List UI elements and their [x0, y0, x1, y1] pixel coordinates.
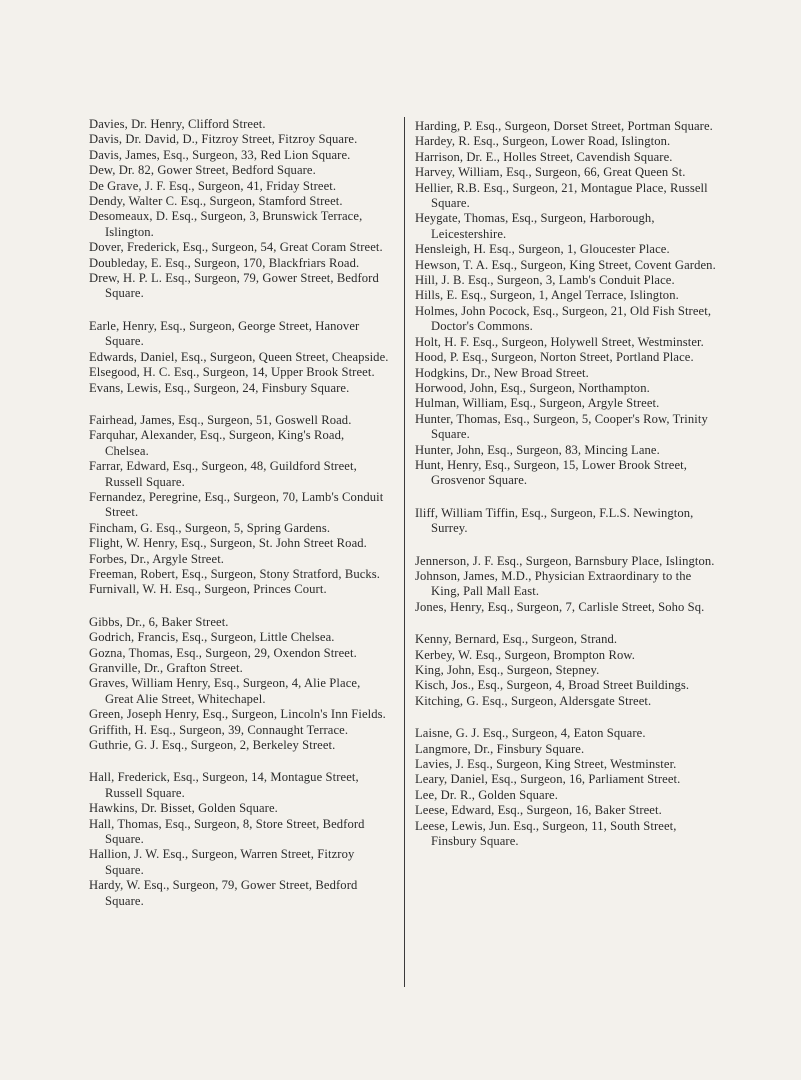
directory-group: [89, 319, 389, 396]
directory-entry: Kerbey, W. Esq., Surgeon, Brompton Row.: [415, 647, 635, 662]
directory-entry: Holmes, John Pocock, Esq., Surgeon, 21, Old Fish Street, Doctor's Commons.: [415, 303, 712, 334]
directory-entry: Hunter, John, Esq., Surgeon, 83, Mincing Lane.: [415, 442, 660, 457]
directory-entry: De Grave, J. F. Esq., Surgeon, 41, Friday Street.: [89, 178, 337, 193]
directory-entry: Godrich, Francis, Esq., Surgeon, Little Chelsea.: [89, 630, 335, 645]
directory-entry: Hawkins, Dr. Bisset, Golden Square.: [89, 801, 278, 816]
directory-entry: Forbes, Dr., Argyle Street.: [89, 551, 225, 566]
directory-entry: Farrar, Edward, Esq., Surgeon, 48, Guildford Street, Russell Square.: [89, 459, 357, 489]
directory-entry: Jones, Henry, Esq., Surgeon, 7, Carlisle Street, Soho Sq.: [415, 599, 705, 614]
directory-entry: Harrison, Dr. E., Holles Street, Cavendish Square.: [415, 149, 673, 164]
directory-entry: Hood, P. Esq., Surgeon, Norton Street, Portland Place.: [415, 350, 694, 365]
directory-entry: Harvey, William, Esq., Surgeon, 66, Great Queen St.: [415, 165, 686, 180]
directory-entry: Horwood, John, Esq., Surgeon, Northampton.: [415, 380, 650, 395]
directory-entry: Hall, Thomas, Esq., Surgeon, 8, Store Street, Bedford Square.: [89, 816, 365, 847]
directory-entry: Hulman, William, Esq., Surgeon, Argyle Street.: [415, 396, 660, 411]
directory-entry: Freeman, Robert, Esq., Surgeon, Stony Stratford, Bucks.: [89, 566, 381, 581]
directory-entry: Dendy, Walter C. Esq., Surgeon, Stamford Street.: [89, 194, 343, 209]
directory-group: [89, 117, 389, 302]
directory-group: [415, 726, 720, 849]
directory-group: [89, 770, 389, 909]
directory-entry: Drew, H. P. L. Esq., Surgeon, 79, Gower Street, Bedford Square.: [89, 271, 379, 301]
directory-entry: Lavies, J. Esq., Surgeon, King Street, Westminster.: [415, 757, 677, 772]
directory-entry: Griffith, H. Esq., Surgeon, 39, Connaught Terrace.: [89, 722, 349, 737]
directory-entry: Fernandez, Peregrine, Esq., Surgeon, 70, Lamb's Conduit Street.: [89, 489, 384, 520]
directory-entry: Hewson, T. A. Esq., Surgeon, King Street, Covent Garden.: [415, 257, 716, 272]
directory-entry: Iliff, William Tiffin, Esq., Surgeon, F.L.S. Newington, Surrey.: [415, 505, 694, 536]
directory-entry: Furnivall, W. H. Esq., Surgeon, Princes Court.: [89, 582, 327, 597]
directory-entry: Gibbs, Dr., 6, Baker Street.: [89, 614, 229, 629]
directory-group: [415, 632, 720, 709]
directory-entry: Leary, Daniel, Esq., Surgeon, 16, Parliament Street.: [415, 772, 681, 787]
directory-group: [415, 506, 720, 537]
directory-entry: Graves, William Henry, Esq., Surgeon, 4, Alie Place, Great Alie Street, Whitechapel.: [89, 676, 361, 706]
directory-entry: Hardy, W. Esq., Surgeon, 79, Gower Street, Bedford Square.: [89, 878, 358, 908]
directory-entry: Dover, Frederick, Esq., Surgeon, 54, Great Coram Street.: [89, 240, 383, 255]
directory-entry: Kenny, Bernard, Esq., Surgeon, Strand.: [415, 632, 618, 647]
directory-entry: Hodgkins, Dr., New Broad Street.: [415, 365, 589, 380]
directory-entry: Davis, Dr. David, D., Fitzroy Street, Fitzroy Square.: [89, 132, 358, 147]
directory-entry: Flight, W. Henry, Esq., Surgeon, St. John Street Road.: [89, 536, 367, 551]
directory-entry: Doubleday, E. Esq., Surgeon, 170, Blackfriars Road.: [89, 255, 360, 270]
directory-entry: Desomeaux, D. Esq., Surgeon, 3, Brunswick Terrace, Islington.: [89, 209, 363, 239]
directory-entry: Hills, E. Esq., Surgeon, 1, Angel Terrace, Islington.: [415, 288, 679, 303]
directory-entry: Hunt, Henry, Esq., Surgeon, 15, Lower Brook Street, Grosvenor Square.: [415, 457, 687, 488]
directory-entry: Farquhar, Alexander, Esq., Surgeon, King's Road, Chelsea.: [89, 428, 345, 458]
directory-entry: Kisch, Jos., Esq., Surgeon, 4, Broad Street Buildings.: [415, 678, 690, 693]
directory-entry: Holt, H. F. Esq., Surgeon, Holywell Street, Westminster.: [415, 334, 704, 349]
directory-entry: Hallion, J. W. Esq., Surgeon, Warren Street, Fitzroy Square.: [89, 847, 355, 877]
directory-entry: Lee, Dr. R., Golden Square.: [415, 787, 558, 802]
directory-entry: Leese, Edward, Esq., Surgeon, 16, Baker Street.: [415, 803, 662, 818]
directory-entry: Davis, James, Esq., Surgeon, 33, Red Lion Square.: [89, 147, 351, 162]
directory-entry: Harding, P. Esq., Surgeon, Dorset Street, Portman Square.: [415, 119, 713, 133]
directory-entry: Elsegood, H. C. Esq., Surgeon, 14, Upper Brook Street.: [89, 365, 375, 380]
directory-group: [89, 413, 389, 598]
directory-entry: Laisne, G. J. Esq., Surgeon, 4, Eaton Square.: [415, 726, 646, 741]
directory-entry: Hunter, Thomas, Esq., Surgeon, 5, Cooper's Row, Trinity Square.: [415, 411, 708, 442]
directory-group: [415, 119, 720, 489]
directory-entry: Davies, Dr. Henry, Clifford Street.: [89, 117, 266, 131]
left-column: [89, 117, 389, 926]
directory-entry: Earle, Henry, Esq., Surgeon, George Street, Hanover Square.: [89, 318, 360, 349]
directory-entry: Langmore, Dr., Finsbury Square.: [415, 741, 585, 756]
directory-entry: Kitching, G. Esq., Surgeon, Aldersgate Street.: [415, 693, 652, 708]
directory-entry: Gozna, Thomas, Esq., Surgeon, 29, Oxendon Street.: [89, 645, 357, 660]
directory-entry: Hardey, R. Esq., Surgeon, Lower Road, Islington.: [415, 134, 671, 149]
directory-entry: Johnson, James, M.D., Physician Extraordinary to the King, Pall Mall East.: [415, 568, 692, 599]
directory-entry: Dew, Dr. 82, Gower Street, Bedford Square.: [89, 163, 316, 178]
directory-entry: King, John, Esq., Surgeon, Stepney.: [415, 663, 600, 677]
right-column: [404, 117, 720, 987]
directory-group: [89, 615, 389, 754]
directory-group: [415, 554, 720, 616]
directory-entry: Green, Joseph Henry, Esq., Surgeon, Lincoln's Inn Fields.: [89, 707, 386, 722]
directory-entry: Hall, Frederick, Esq., Surgeon, 14, Montague Street, Russell Square.: [89, 770, 359, 800]
directory-entry: Fincham, G. Esq., Surgeon, 5, Spring Gardens.: [89, 520, 331, 535]
directory-entry: Guthrie, G. J. Esq., Surgeon, 2, Berkeley Street.: [89, 738, 336, 753]
directory-entry: Hellier, R.B. Esq., Surgeon, 21, Montague Place, Russell Square.: [415, 180, 708, 211]
directory-entry: Granville, Dr., Grafton Street.: [89, 661, 243, 675]
directory-entry: Jennerson, J. F. Esq., Surgeon, Barnsbury Place, Islington.: [415, 553, 715, 568]
directory-entry: Edwards, Daniel, Esq., Surgeon, Queen Street, Cheapside.: [89, 349, 389, 364]
directory-entry: Hill, J. B. Esq., Surgeon, 3, Lamb's Conduit Place.: [415, 273, 675, 288]
directory-entry: Leese, Lewis, Jun. Esq., Surgeon, 11, South Street, Finsbury Square.: [415, 818, 677, 849]
directory-entry: Fairhead, James, Esq., Surgeon, 51, Goswell Road.: [89, 412, 352, 427]
directory-entry: Heygate, Thomas, Esq., Surgeon, Harborough, Leicestershire.: [415, 211, 655, 241]
directory-entry: Hensleigh, H. Esq., Surgeon, 1, Gloucester Place.: [415, 242, 670, 257]
directory-entry: Evans, Lewis, Esq., Surgeon, 24, Finsbury Square.: [89, 380, 350, 395]
